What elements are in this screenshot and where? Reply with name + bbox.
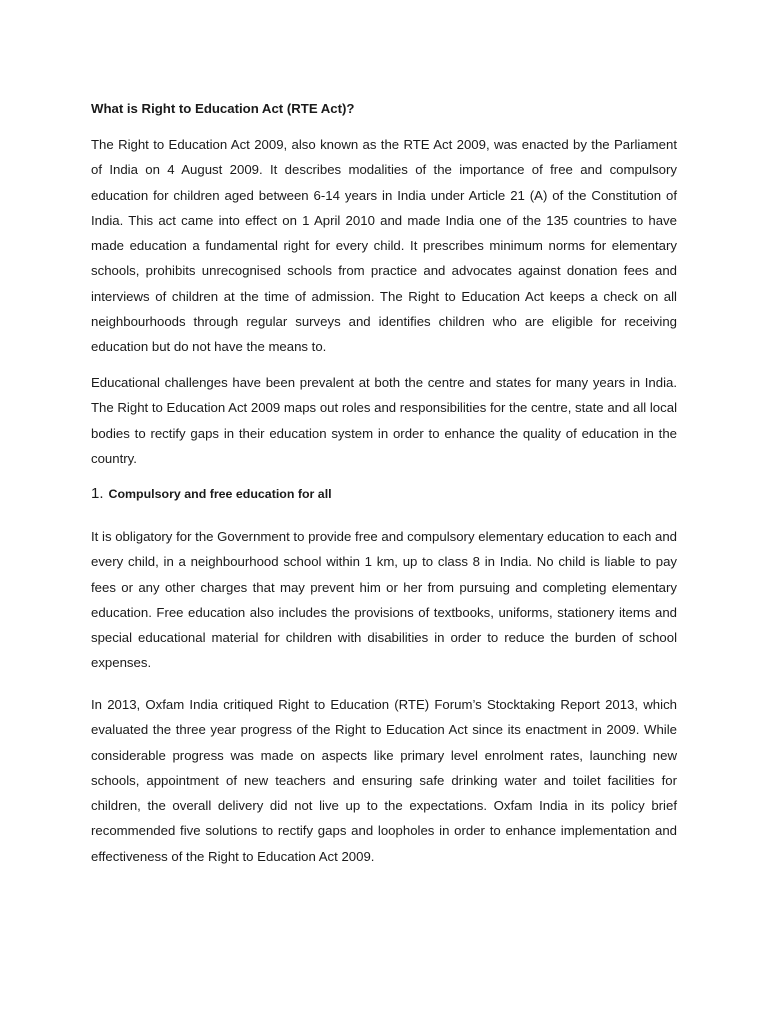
section-heading-text: Compulsory and free education for all [108,487,332,501]
paragraph-obligation: It is obligatory for the Government to provide free and compulsory elementary education to each and every child, in a neighbourhood school within 1 km, up to class 8 in India. No child is liable to pay fees or any other charges that may prevent him or her from pursuing and completing elementary education. Free education also includes the provisions of textbooks, uniforms, stationery items and special educational material for children with disabilities in order to reduce the burden of school expenses. [91,529,677,671]
section-heading [91,484,677,504]
page-title: What is Right to Education Act (RTE Act)? [91,101,355,116]
paragraph-intro: The Right to Education Act 2009, also known as the RTE Act 2009, was enacted by the Parliament of India on 4 August 2009. It describes modalities of the importance of free and compulsory education for children aged between 6-14 years in India under Article 21 (A) of the Constitution of India. This act came into effect on 1 April 2010 and made India one of the 135 countries to have made education a fundamental right for every child. It prescribes minimum norms for elementary schools, prohibits unrecognised schools from practice and advocates against donation fees and interviews of children at the time of admission. The Right to Education Act keeps a check on all neighbourhoods through regular surveys and identifies children who are eligible for receiving education but do not have the means to. [91,137,677,355]
section-number: 1. [91,485,104,502]
paragraph-challenges: Educational challenges have been prevalent at both the centre and states for many years in India. The Right to Education Act 2009 maps out roles and responsibilities for the centre, state and all local bodies to rectify gaps in their education system in order to enhance the quality of education in the country. [91,375,677,466]
paragraph-oxfam: In 2013, Oxfam India critiqued Right to Education (RTE) Forum’s Stocktaking Report 2013, which evaluated the three year progress of the Right to Education Act since its enactment in 2009. While considerable progress was made on aspects like primary level enrolment rates, launching new schools, appointment of new teachers and ensuring safe drinking water and toilet facilities for children, the overall delivery did not live up to the expectations. Oxfam India in its policy brief recommended five solutions to rectify gaps and loopholes in order to enhance implementation and effectiveness of the Right to Education Act 2009. [91,697,677,864]
